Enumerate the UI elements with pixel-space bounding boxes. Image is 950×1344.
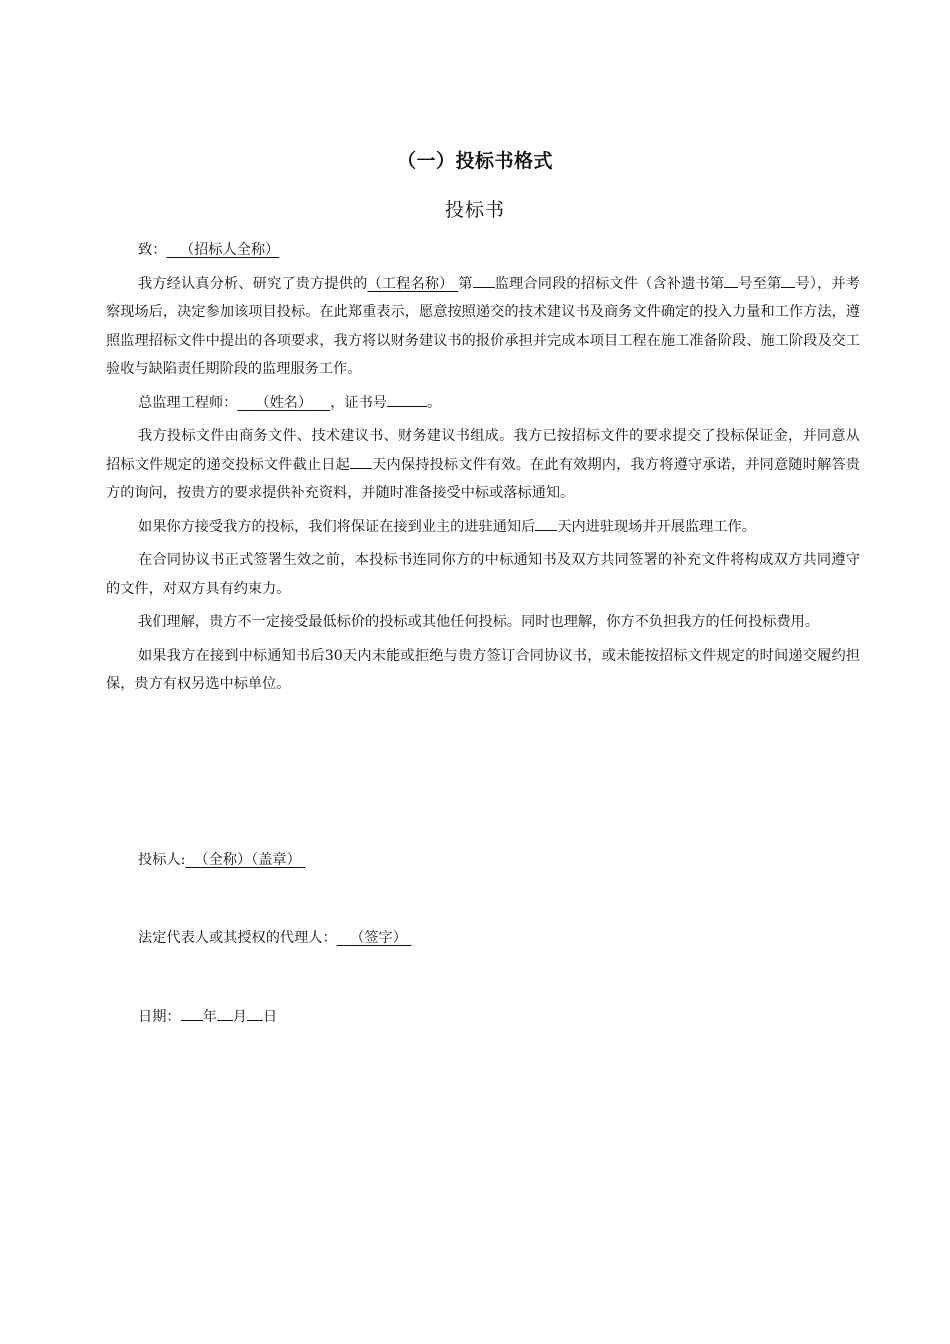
- paragraph-chief-engineer: 总监理工程师： （姓名） ，证书号 。: [106, 389, 860, 418]
- certificate-number-blank: [387, 389, 427, 407]
- paragraph-mobilization: 如果你方接受我方的投标，我们将保证在接到业主的进驻通知后 天内进驻现场并开展监理工作。: [106, 513, 860, 542]
- paragraph-bid-composition: 我方投标文件由商务文件、技术建议书、财务建议书组成。我方已按招标文件的要求提交了投标保证金，并同意从招标文件规定的递交投标文件截止日起 天内保持投标文件有效。在此有效期内，我方将遵守承诺，并同意随时解答贵方的询问，按贵方的要求提供补充资料，并随时准备接受中标或落标通知。: [106, 428, 860, 501]
- document-subtitle: 投标书: [444, 199, 505, 221]
- recipient-blank: （招标人全称）: [179, 242, 280, 258]
- paragraph-default: 如果我方在接到中标通知书后30天内未能或拒绝与贵方签订合同协议书，或未能按招标文件规定的时间递交履约担保，贵方有权另选中标单位。: [106, 647, 860, 692]
- date-line: 日期： 年 月 日: [138, 1003, 277, 1028]
- mobilization-days-blank: [535, 513, 557, 531]
- addendum-to-blank: [781, 270, 795, 288]
- paragraph-understanding: 我们理解，贵方不一定接受最低标价的投标或其他任何投标。同时也理解，你方不负担我方的任何投标费用。: [138, 614, 820, 630]
- addendum-from-blank: [724, 270, 738, 288]
- paragraph-commitment: 我方经认真分析、研究了贵方提供的（工程名称） 第 监理合同段的招标文件（含补遗书第 号至第 号），并考察现场后，决定参加该项目投标。在此郑重表示，愿意按照递交的技术建议书及商务文件确定的投入力量和工作方法，遵照监理招标文件中提出的各项要求，我方将以财务建议书的报价承担并完成本项目工程在施工准备阶段、施工阶段及交工验收与缺陷责任期阶段的监理服务工作。: [106, 270, 860, 384]
- signature-blank: （签字）: [350, 930, 407, 946]
- year-blank: [181, 1003, 203, 1021]
- bidder-blank: （全称）（盖章）: [194, 852, 301, 868]
- project-name-blank: （工程名称）: [367, 275, 454, 292]
- page-title: （一）投标书格式: [396, 150, 553, 172]
- validity-days-blank: [350, 451, 372, 469]
- letter-body: [106, 236, 860, 704]
- section-number-blank: [473, 270, 495, 288]
- day-blank: [247, 1003, 263, 1021]
- representative-line: 法定代表人或其授权的代理人： （签字）: [138, 927, 411, 949]
- bidder-line: 投标人: （全称）（盖章）: [138, 849, 305, 871]
- engineer-name-blank: （姓名）: [255, 394, 313, 411]
- salutation: 致： （招标人全称）: [138, 242, 280, 258]
- paragraph-binding: 在合同协议书正式签署生效之前，本投标书连同你方的中标通知书及双方共同签署的补充文件将构成双方共同遵守的文件，对双方具有约束力。: [106, 552, 860, 597]
- month-blank: [217, 1003, 233, 1021]
